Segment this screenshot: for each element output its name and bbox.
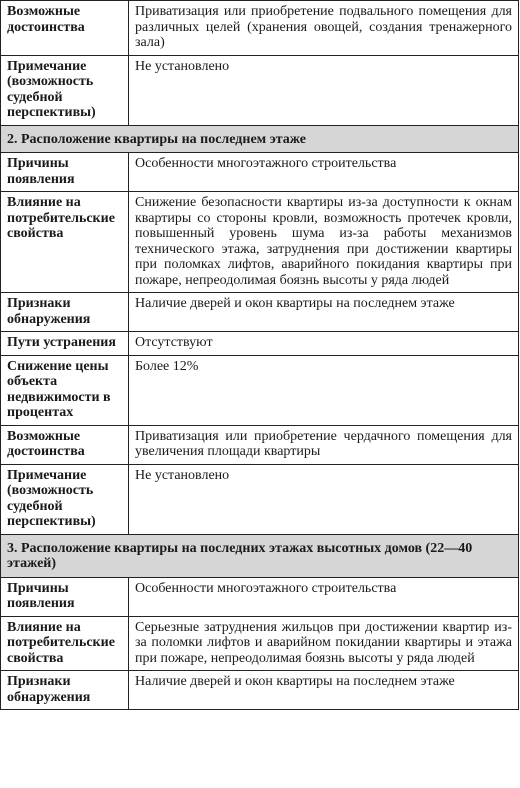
- row-label: Влияние на потребительские свойства: [1, 616, 129, 671]
- table-row: [1, 332, 519, 356]
- row-value: Не установлено: [129, 55, 519, 125]
- row-value: Особенности многоэтажного строительства: [129, 577, 519, 616]
- row-label: Влияние на потребительские свойства: [1, 192, 129, 293]
- section-title: 3. Расположение квартиры на последних этажах высотных домов (22—40 этажей): [1, 534, 519, 577]
- row-value: Наличие дверей и окон квартиры на последнем этаже: [129, 293, 519, 332]
- table-row: [1, 153, 519, 192]
- row-value: Серьезные затруднения жильцов при достижении квартир из-за поломки лифтов и аварийном покидании квартиры и этажа при пожаре, непреодолимая боязнь высоты у ряда людей: [129, 616, 519, 671]
- table-row: [1, 293, 519, 332]
- row-label: Возможные достоинства: [1, 425, 129, 464]
- row-label: Причины появления: [1, 153, 129, 192]
- section-title: 2. Расположение квартиры на последнем этаже: [1, 125, 519, 153]
- row-label: Примечание (возможность судебной перспективы): [1, 464, 129, 534]
- table-row: [1, 616, 519, 671]
- row-value: Приватизация или приобретение подвального помещения для различных целей (хранения овощей, создания тренажерного зала): [129, 1, 519, 56]
- row-value: Снижение безопасности квартиры из-за доступности к окнам квартиры со стороны кровли, возможность протечек кровли, повышенный уровень шума из-за работы механизмов технического этажа, затруднения при достижении квартиры при поломках лифтов, аварийного покидания квартиры при пожаре, непреодолимая боязнь высоты у ряда людей: [129, 192, 519, 293]
- table-row: [1, 1, 519, 56]
- row-value: Более 12%: [129, 355, 519, 425]
- section-header-row: [1, 534, 519, 577]
- row-label: Снижение цены объекта недвижимости в процентах: [1, 355, 129, 425]
- table-row: [1, 671, 519, 710]
- table-row: [1, 192, 519, 293]
- row-label: Признаки обнаружения: [1, 671, 129, 710]
- row-label: Примечание (возможность судебной перспективы): [1, 55, 129, 125]
- section-header-row: [1, 125, 519, 153]
- table-row: [1, 464, 519, 534]
- row-value: Особенности многоэтажного строительства: [129, 153, 519, 192]
- row-value: Наличие дверей и окон квартиры на последнем этаже: [129, 671, 519, 710]
- row-value: Не установлено: [129, 464, 519, 534]
- row-label: Признаки обнаружения: [1, 293, 129, 332]
- table-row: [1, 577, 519, 616]
- table-row: [1, 55, 519, 125]
- row-value: Приватизация или приобретение чердачного помещения для увеличения площади квартиры: [129, 425, 519, 464]
- row-label: Причины появления: [1, 577, 129, 616]
- row-label: Возможные достоинства: [1, 1, 129, 56]
- row-value: Отсутствуют: [129, 332, 519, 356]
- table-row: [1, 355, 519, 425]
- row-label: Пути устранения: [1, 332, 129, 356]
- table-row: [1, 425, 519, 464]
